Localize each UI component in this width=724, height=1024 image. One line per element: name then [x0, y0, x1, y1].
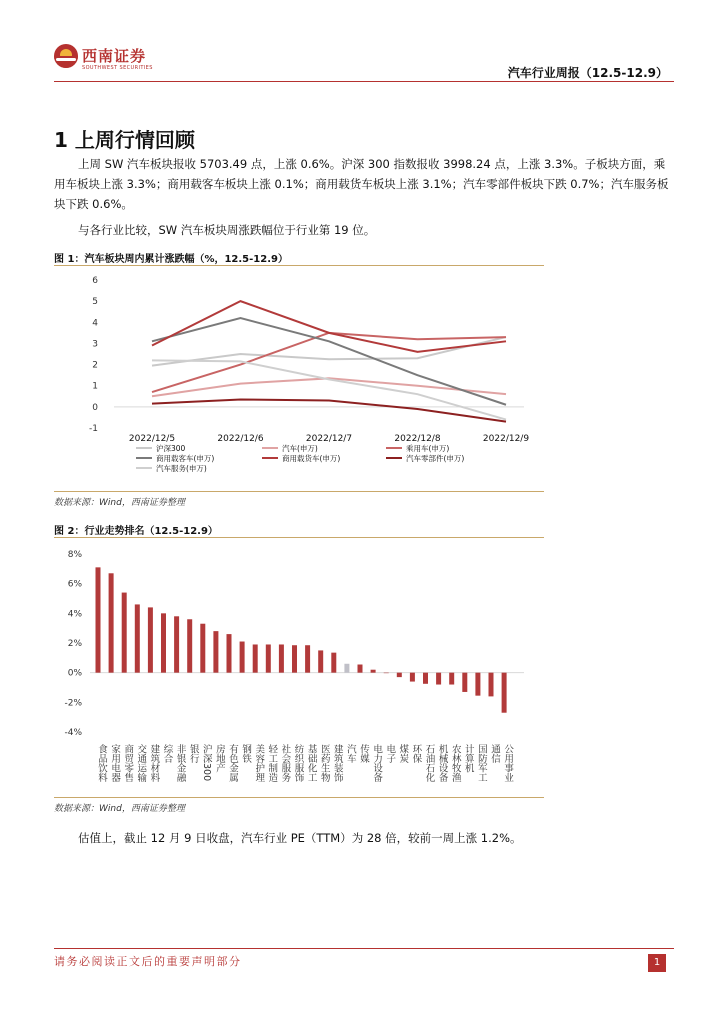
- series-line: [152, 399, 506, 421]
- x-category-label: 电力设备: [371, 744, 383, 782]
- x-category-label: 国防军工: [475, 744, 487, 782]
- header-divider: [54, 81, 674, 82]
- y-tick-label: 0: [92, 402, 98, 413]
- x-category-label: 电子: [384, 744, 396, 763]
- y-tick-label: 3: [92, 339, 98, 350]
- legend-label: 汽车服务(申万): [156, 464, 207, 473]
- bar: [305, 645, 310, 672]
- page-number: 1: [648, 954, 666, 972]
- bar: [344, 664, 349, 673]
- bar: [213, 631, 218, 673]
- figure2-source: 数据来源：Wind，西南证券整理: [54, 804, 185, 814]
- legend-label: 商用载客车(申万): [156, 454, 215, 463]
- bar: [358, 665, 363, 673]
- bar: [410, 673, 415, 682]
- section-heading: 1 上周行情回顾: [54, 128, 195, 152]
- y-tick-label: -1: [89, 424, 98, 434]
- legend-label: 沪深300: [156, 444, 186, 453]
- bar: [227, 634, 232, 673]
- bar: [462, 673, 467, 692]
- x-category-label: 农林牧渔: [449, 744, 461, 782]
- bar: [266, 644, 271, 672]
- x-category-label: 医药生物: [318, 744, 330, 782]
- x-category-label: 计算机: [462, 744, 474, 773]
- y-tick-label: -2%: [64, 698, 82, 709]
- bar: [475, 673, 480, 696]
- bar: [423, 673, 428, 684]
- report-title: 汽车行业周报（12.5-12.9）: [507, 66, 668, 80]
- logo-subtitle: SOUTHWEST SECURITIES: [82, 65, 153, 71]
- x-tick-label: 2022/12/8: [394, 434, 441, 444]
- x-tick-label: 2022/12/7: [305, 434, 353, 444]
- x-category-label: 公用事业: [502, 744, 514, 782]
- bar: [384, 673, 389, 674]
- x-category-label: 轻工制造: [266, 744, 278, 782]
- x-tick-label: 2022/12/5: [128, 434, 176, 444]
- bar: [436, 673, 441, 685]
- bar: [292, 645, 297, 672]
- bar: [187, 619, 192, 672]
- x-category-label: 石油石化: [423, 744, 435, 782]
- legend-label: 乘用车(申万): [406, 444, 450, 453]
- figure1-bottom-rule: [54, 491, 544, 492]
- x-category-label: 食品饮料: [96, 744, 107, 782]
- legend-label: 商用载货车(申万): [282, 454, 341, 463]
- x-category-label: 传媒: [358, 744, 369, 763]
- x-category-label: 房地产: [213, 744, 225, 773]
- y-tick-label: -4%: [64, 728, 82, 738]
- x-category-label: 有色金属: [227, 744, 238, 782]
- logo-name: 西南证券: [82, 47, 147, 65]
- figure2-title: 图 2：行业走势排名（12.5-12.9）: [54, 526, 218, 537]
- bar: [200, 624, 205, 673]
- x-category-label: 煤炭: [397, 744, 409, 763]
- bar: [174, 616, 179, 672]
- x-category-label: 纺织服饰: [292, 744, 304, 782]
- x-category-label: 银行: [187, 744, 199, 763]
- x-category-label: 社会服务: [279, 744, 291, 782]
- bar: [240, 642, 245, 673]
- figure1-source: 数据来源：Wind，西南证券整理: [54, 498, 185, 508]
- y-tick-label: 0%: [67, 668, 82, 679]
- y-tick-label: 5: [92, 297, 98, 308]
- x-category-label: 钢铁: [240, 744, 252, 763]
- bar: [489, 673, 494, 697]
- paragraph-summary: 上周 SW 汽车板块报收 5703.49 点，上涨 0.6%。沪深 300 指数报收 3998.24 点，上涨 3.3%。子板块方面，乘用车板块上涨 3.3%；商用载客车板块上涨 0.1%；商用载货车板块上涨 3.1%；汽车零部件板块下跌 0.7%；汽车服务板块下跌 0.6%。: [54, 157, 669, 211]
- x-tick-label: 2022/12/9: [482, 434, 530, 444]
- x-category-label: 沪深300: [200, 744, 212, 782]
- legend-label: 汽车零部件(申万): [406, 454, 465, 463]
- x-category-label: 环保: [410, 744, 422, 763]
- y-tick-label: 4%: [67, 609, 82, 620]
- footer-divider: [54, 948, 674, 949]
- bar: [279, 644, 284, 672]
- bar: [397, 673, 402, 677]
- bar: [122, 593, 127, 673]
- x-category-label: 综合: [161, 744, 173, 763]
- figure2-top-rule: [54, 537, 544, 538]
- x-category-label: 机械设备: [436, 744, 448, 782]
- bar: [371, 670, 376, 673]
- bar: [318, 650, 323, 672]
- bar: [148, 607, 153, 672]
- bar: [253, 644, 258, 672]
- x-category-label: 基础化工: [305, 744, 317, 782]
- bar: [331, 653, 336, 673]
- figure2-bottom-rule: [54, 797, 544, 798]
- x-category-label: 建筑材料: [148, 744, 160, 782]
- x-category-label: 家用电器: [109, 744, 121, 782]
- y-tick-label: 2: [92, 360, 98, 371]
- x-tick-label: 2022/12/6: [217, 434, 264, 444]
- x-category-label: 建筑装饰: [331, 744, 343, 782]
- line-chart: [54, 268, 544, 490]
- paragraph-ranking: 与各行业比较，SW 汽车板块周涨跌幅位于行业第 19 位。: [78, 223, 376, 237]
- footer-disclaimer: 请务必阅读正文后的重要声明部分: [54, 955, 242, 968]
- bar: [161, 613, 166, 672]
- figure1-top-rule: [54, 265, 544, 266]
- bar-chart: [54, 540, 544, 796]
- y-tick-label: 4: [92, 318, 98, 329]
- y-tick-label: 2%: [67, 639, 82, 649]
- x-category-label: 非银金融: [174, 744, 186, 782]
- y-tick-label: 8%: [67, 550, 82, 560]
- bar: [109, 573, 114, 672]
- legend-label: 汽车(申万): [282, 444, 318, 453]
- y-tick-label: 1: [92, 381, 98, 392]
- figure1-title: 图 1：汽车板块周内累计涨跌幅（%，12.5-12.9）: [54, 254, 288, 265]
- y-tick-label: 6: [92, 276, 98, 286]
- paragraph-valuation: 估值上，截止 12 月 9 日收盘，汽车行业 PE（TTM）为 28 倍，较前一周上涨 1.2%。: [78, 831, 522, 845]
- bar: [135, 604, 140, 672]
- company-logo-icon: [54, 44, 78, 68]
- x-category-label: 美容护理: [253, 744, 265, 782]
- y-tick-label: 6%: [67, 579, 82, 590]
- bar: [96, 567, 101, 672]
- x-category-label: 交通运输: [135, 744, 147, 782]
- x-category-label: 通信: [489, 744, 500, 763]
- x-category-label: 商贸零售: [122, 744, 134, 782]
- bar: [449, 673, 454, 685]
- x-category-label: 汽车: [344, 744, 356, 763]
- bar: [502, 673, 507, 713]
